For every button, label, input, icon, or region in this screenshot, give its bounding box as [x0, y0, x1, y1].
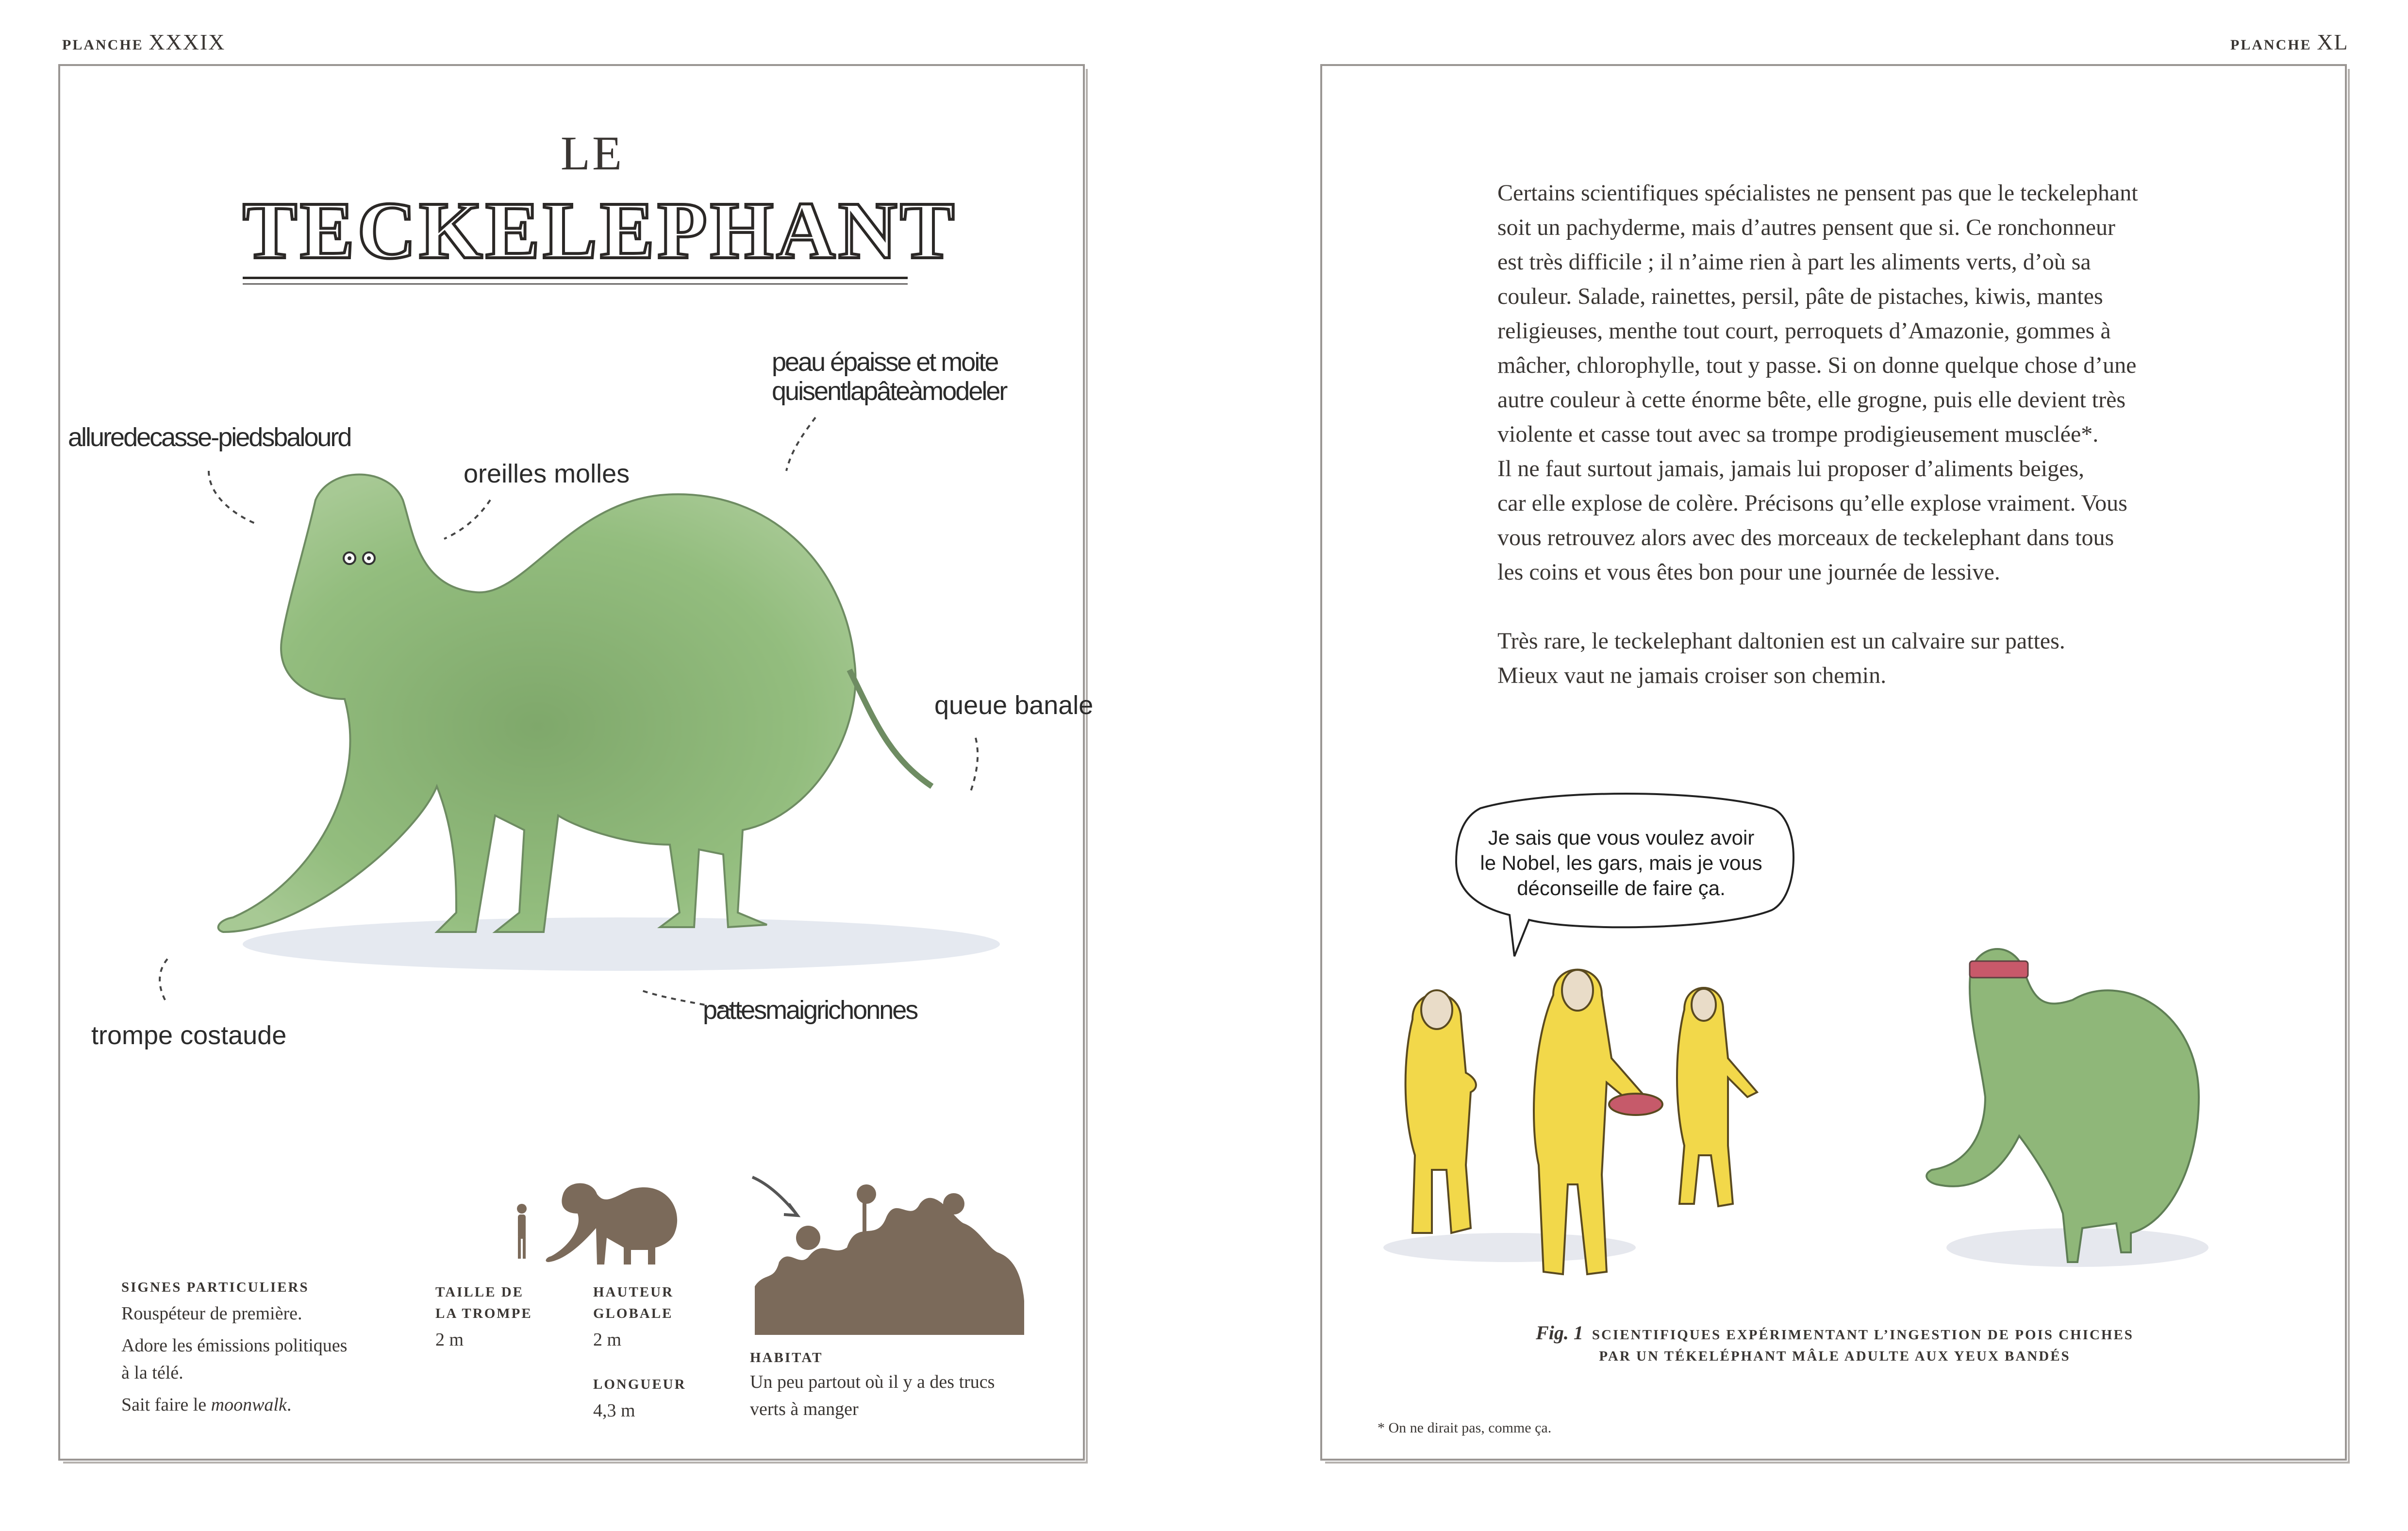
caption-line2: PAR UN TÉKELÉPHANT MÂLE ADULTE AUX YEUX BANDÉS [1599, 1348, 2071, 1364]
paragraph-line: est très difficile ; il n’aime rien à part les aliments verts, d’où sa [1497, 249, 2091, 275]
paragraph-line: Très rare, le teckelephant daltonien est un calvaire sur pattes. [1497, 628, 2065, 654]
longueur-value: 4,3 m [593, 1400, 635, 1421]
paragraph-line: couleur. Salade, rainettes, persil, pâte de pistaches, kiwis, mantes [1497, 283, 2103, 309]
paragraph-line: les coins et vous êtes bon pour une journée de lessive. [1497, 559, 2000, 585]
habitat-line2: verts à manger [750, 1399, 859, 1419]
paragraph-line: Il ne faut surtout jamais, jamais lui proposer d’aliments beiges, [1497, 456, 2085, 482]
signes-label: SIGNES PARTICULIERS [121, 1280, 309, 1295]
paragraph-line: mâcher, chlorophylle, tout y passe. Si on donne quelque chose d’une [1497, 352, 2137, 378]
annotation-trompe: trompe costaude [91, 1021, 287, 1050]
speech-line: le Nobel, les gars, mais je vous [1480, 851, 1762, 874]
fig-number: Fig. 1 [1536, 1322, 1583, 1344]
signes-line2a: Adore les émissions politiques [121, 1335, 348, 1356]
blindfolded-elephant [1926, 949, 2199, 1262]
title-small: LE [560, 126, 624, 180]
blindfold [1970, 961, 2028, 978]
annotation-allure: alluredecasse-piedsbalourd [68, 423, 351, 452]
scientists-scene [1374, 913, 2223, 1301]
signes-particuliers [121, 1277, 422, 1420]
caption-line1: SCIENTIFIQUES EXPÉRIMENTANT L’INGESTION DE POIS CHICHES [1592, 1327, 2134, 1343]
signes-line3: Sait faire le moonwalk. [121, 1395, 292, 1415]
paragraph-line: soit un pachyderme, mais d’autres pensent que si. Ce ronchonneur [1497, 215, 2115, 240]
plate-word: PLANCHE [2230, 37, 2312, 53]
figure-caption [1432, 1321, 2238, 1367]
paragraph-line: Certains scientifiques spécialistes ne pensent pas que le teckelephant [1497, 180, 2138, 206]
annotation-peau-line2: quisentlapâteàmodeler [772, 377, 1007, 406]
scientist-right [1677, 988, 1757, 1206]
annotation-peau-line1: peau épaisse et moite [772, 348, 998, 377]
hauteur-label-1: HAUTEUR [593, 1284, 674, 1300]
taille-label-1: TAILLE DE [435, 1284, 524, 1300]
title-big: TECKELEPHANT [243, 185, 958, 276]
annotation-arrows [0, 0, 1165, 1116]
paragraph-line: autre couleur à cette énorme bête, elle grogne, puis elle devient très [1497, 387, 2126, 413]
taille-trompe [435, 1281, 562, 1355]
taille-value: 2 m [435, 1330, 464, 1350]
longueur [593, 1374, 719, 1426]
plate-number: XXXIX [149, 30, 226, 54]
scientist-left [1406, 990, 1476, 1233]
paragraph-line: violente et casse tout avec sa trompe prodigieusement musclée*. [1497, 421, 2099, 447]
signes-line2b: à la télé. [121, 1363, 183, 1383]
habitat-silhouette [750, 1175, 1027, 1335]
habitat-label: HABITAT [750, 1350, 823, 1365]
speech-line: déconseille de faire ça. [1517, 877, 1726, 899]
hauteur-value: 2 m [593, 1330, 622, 1350]
size-comparison-silhouette [510, 1175, 684, 1267]
habitat [750, 1347, 1080, 1423]
main-paragraph [1497, 176, 2255, 693]
speech-line: Je sais que vous voulez avoir [1488, 826, 1755, 849]
hauteur-globale [593, 1281, 719, 1355]
plate-number: XL [2317, 30, 2349, 54]
annotation-queue: queue banale [934, 691, 1094, 720]
speech-text [1466, 825, 1777, 901]
paragraph-line: vous retrouvez alors avec des morceaux de teckelephant dans tous [1497, 525, 2114, 550]
plate-word: PLANCHE [62, 37, 144, 53]
paragraph-line: religieuses, menthe tout court, perroquets d’Amazonie, gommes à [1497, 318, 2111, 344]
hauteur-label-2: GLOBALE [593, 1306, 673, 1321]
longueur-label: LONGUEUR [593, 1377, 686, 1392]
scientist-middle [1534, 970, 1662, 1275]
habitat-line1: Un peu partout où il y a des trucs [750, 1372, 995, 1392]
taille-label-2: LA TROMPE [435, 1306, 532, 1321]
signes-line1: Rouspéteur de première. [121, 1303, 302, 1324]
paragraph-line: Mieux vaut ne jamais croiser son chemin. [1497, 663, 1887, 688]
paragraph-line: car elle explose de colère. Précisons qu’elle explose vraiment. Vous [1497, 490, 2127, 516]
annotation-oreilles: oreilles molles [464, 459, 630, 488]
annotation-pattes: pattesmaigrichonnes [703, 996, 917, 1025]
footnote: * On ne dirait pas, comme ça. [1378, 1420, 1552, 1436]
right-plate-header [2230, 29, 2349, 55]
